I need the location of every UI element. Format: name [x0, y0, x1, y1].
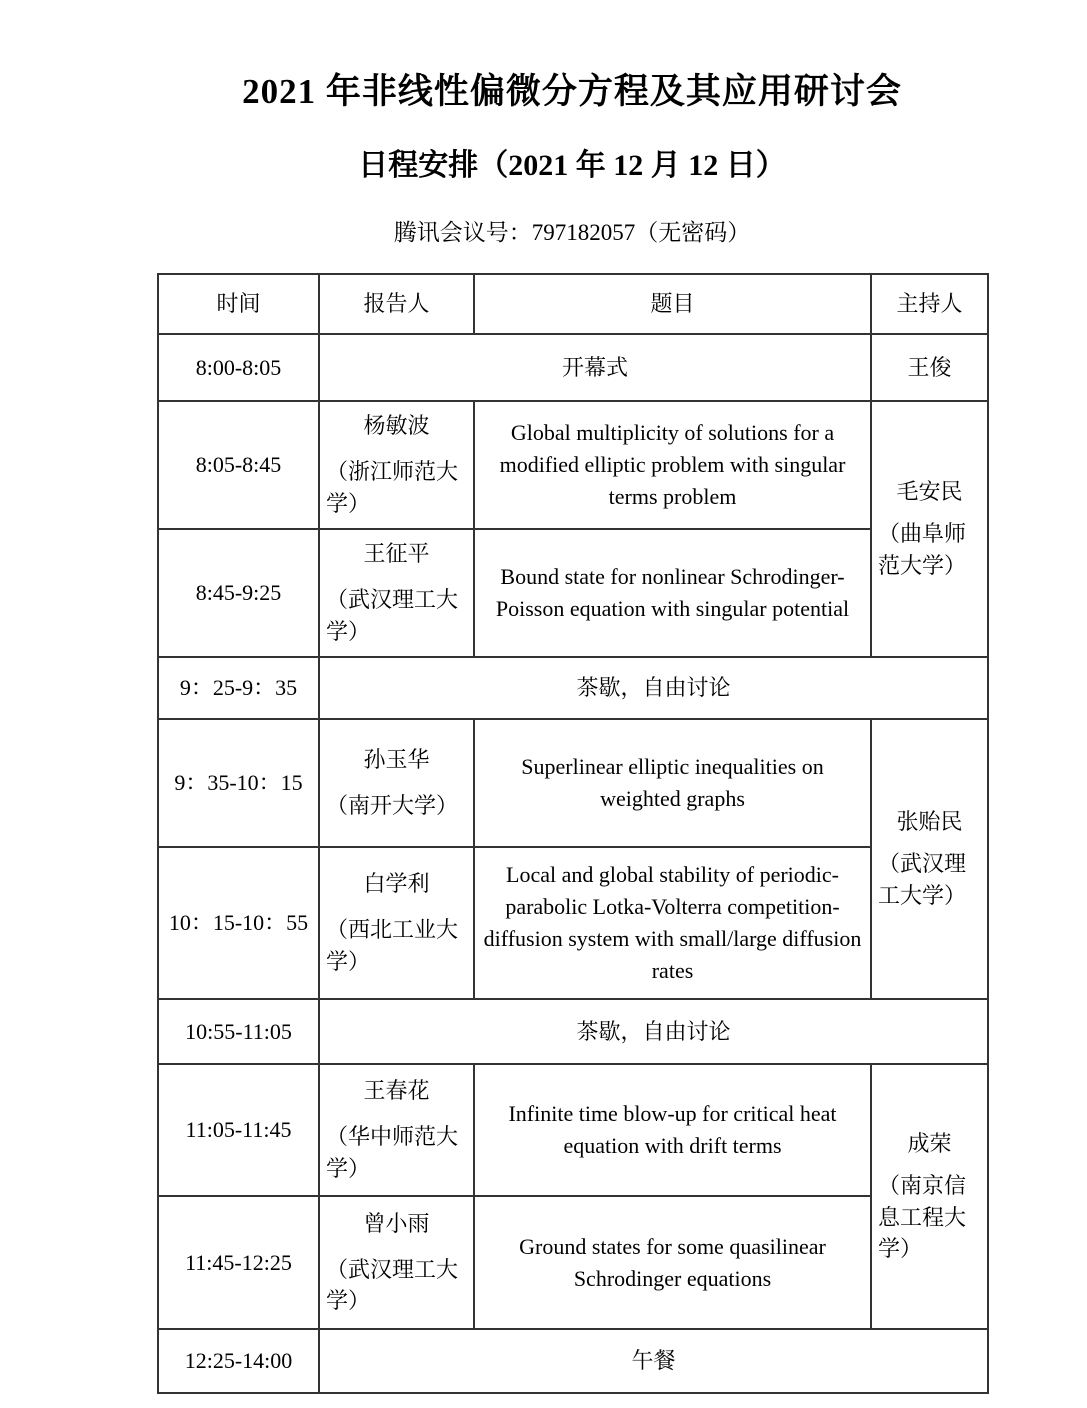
chair-name: 张贻民 [896, 809, 963, 835]
row-opening-ceremony [158, 334, 988, 401]
chair-affiliation: （曲阜师范大学） [878, 521, 967, 578]
speaker-cell [319, 1196, 474, 1329]
time-cell: 8:00-8:05 [158, 334, 319, 401]
chair-cell [871, 719, 988, 999]
col-header-time: 时间 [158, 274, 319, 334]
speaker-name: 孙玉华 [363, 747, 430, 773]
time-cell: 10：15-10：55 [158, 847, 319, 999]
chair-affiliation: （南京信息工程大学） [878, 1172, 967, 1262]
chair-cell: 王俊 [871, 334, 988, 401]
col-header-chair: 主持人 [871, 274, 988, 334]
speaker-affiliation: （南开大学） [326, 793, 459, 818]
meeting-info: 腾讯会议号：797182057（无密码） [393, 220, 751, 245]
time-cell: 12:25-14:00 [158, 1329, 319, 1393]
time-cell: 9：35-10：15 [158, 719, 319, 847]
speaker-name: 王征平 [363, 541, 430, 567]
speaker-name: 王春花 [363, 1078, 430, 1104]
time-cell: 9：25-9：35 [158, 657, 319, 719]
document-body [157, 64, 987, 1394]
speaker-affiliation: （武汉理工大学） [326, 1256, 459, 1314]
col-header-speaker: 报告人 [319, 274, 474, 334]
row-lunch [158, 1329, 988, 1393]
chair-cell [871, 401, 988, 657]
time-cell: 10:55-11:05 [158, 999, 319, 1064]
speaker-affiliation: （武汉理工大学） [326, 587, 459, 644]
chair-name: 毛安民 [896, 479, 963, 505]
speaker-name: 白学利 [363, 871, 430, 897]
event-cell: 开幕式 [319, 334, 871, 401]
row-talk-2 [158, 529, 988, 657]
speaker-cell [319, 401, 474, 529]
talk-title-cell: Bound state for nonlinear Schrodinger-Poisson equation with singular potential [474, 529, 871, 657]
speaker-cell [319, 1064, 474, 1196]
lunch-cell: 午餐 [319, 1329, 988, 1393]
time-cell: 11:05-11:45 [158, 1064, 319, 1196]
talk-title-cell: Infinite time blow-up for critical heat equation with drift terms [474, 1064, 871, 1196]
col-header-title: 题目 [474, 274, 871, 334]
speaker-name: 杨敏波 [363, 413, 430, 439]
speaker-cell [319, 847, 474, 999]
chair-cell [871, 1064, 988, 1329]
page-title: 2021 年非线性偏微分方程及其应用研讨会 [242, 72, 902, 111]
row-talk-5 [158, 1064, 988, 1196]
schedule-table [157, 273, 989, 1394]
break-cell: 茶歇，自由讨论 [319, 999, 988, 1064]
chair-name: 成荣 [907, 1130, 952, 1156]
speaker-affiliation: （西北工业大学） [326, 917, 459, 974]
row-tea-break-2 [158, 999, 988, 1064]
row-talk-1 [158, 401, 988, 529]
talk-title-cell: Ground states for some quasilinear Schrodinger equations [474, 1196, 871, 1329]
speaker-affiliation: （浙江师范大学） [326, 459, 459, 516]
speaker-cell [319, 719, 474, 847]
row-talk-6 [158, 1196, 988, 1329]
time-cell: 8:45-9:25 [158, 529, 319, 657]
chair-affiliation: （武汉理工大学） [878, 851, 967, 908]
time-cell: 8:05-8:45 [158, 401, 319, 529]
break-cell: 茶歇，自由讨论 [319, 657, 988, 719]
row-talk-3 [158, 719, 988, 847]
talk-title-cell: Local and global stability of periodic-parabolic Lotka-Volterra competition-diffusion system with small/large diffusion rates [474, 847, 871, 999]
row-tea-break-1 [158, 657, 988, 719]
talk-title-cell: Global multiplicity of solutions for a modified elliptic problem with singular terms problem [474, 401, 871, 529]
speaker-cell [319, 529, 474, 657]
time-cell: 11:45-12:25 [158, 1196, 319, 1329]
speaker-name: 曾小雨 [363, 1210, 430, 1236]
speaker-affiliation: （华中师范大学） [326, 1124, 459, 1181]
row-talk-4 [158, 847, 988, 999]
header-row [158, 274, 988, 334]
talk-title-cell: Superlinear elliptic inequalities on weighted graphs [474, 719, 871, 847]
page-subtitle: 日程安排（2021 年 12 月 12 日） [358, 149, 786, 182]
